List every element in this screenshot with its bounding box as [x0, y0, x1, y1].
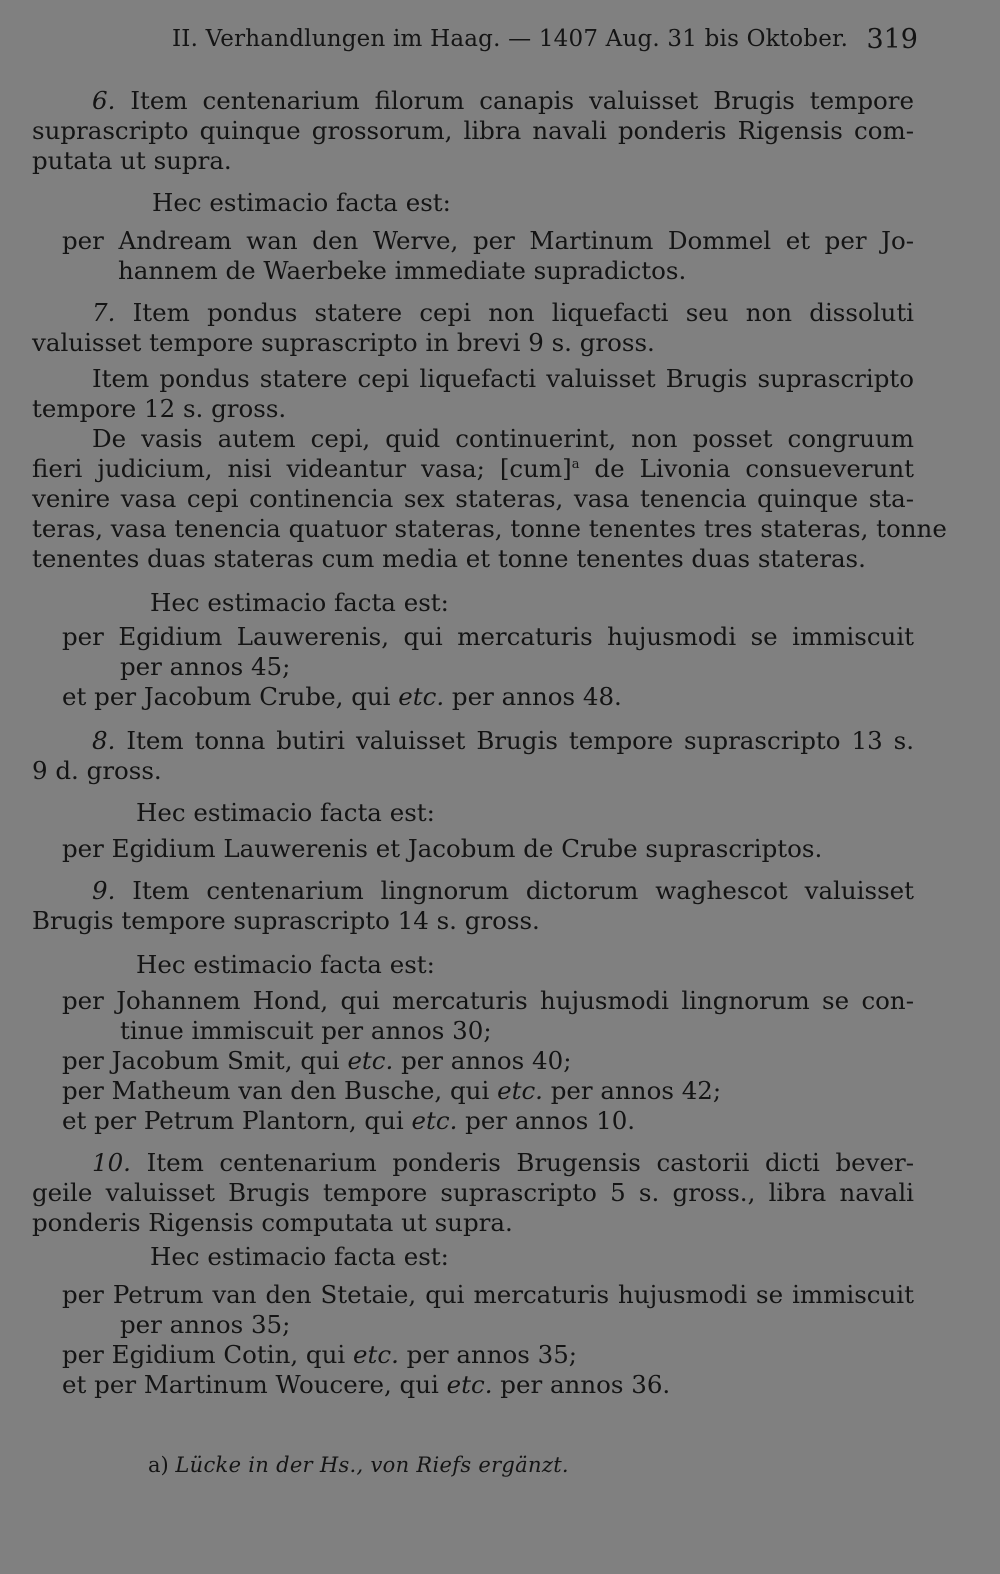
item-7-witness-1: per Egidium Lauwerenis, qui mercaturis hujusmodi se immiscuit [62, 622, 914, 651]
item-number: 6. [92, 86, 116, 115]
item-number: 9. [92, 876, 116, 905]
item-number: 8. [92, 726, 116, 755]
item-10-witness-3: et per Martinum Woucere, qui etc. per annos 36. [62, 1370, 671, 1399]
item-7-line-8: teras, vasa tenencia quatuor stateras, tonne tenentes tres stateras, tonne [32, 514, 947, 543]
item-7-witness-2: et per Jacobum Crube, qui etc. per annos 48. [62, 682, 622, 711]
item-7-line-5: De vasis autem cepi, quid continuerint, non posset congruum [92, 424, 914, 453]
footnote-text: Lücke in der Hs., von Riefs ergänzt. [175, 1453, 569, 1477]
item-9-witness-2: per Jacobum Smit, qui etc. per annos 40; [62, 1046, 572, 1075]
item-10-witness-1-cont: per annos 35; [120, 1310, 291, 1339]
item-9-witness-1: per Johannem Hond, qui mercaturis hujusmodi lingnorum se con- [62, 986, 914, 1015]
item-10-witness-2: per Egidium Cotin, qui etc. per annos 35; [62, 1340, 578, 1369]
item-8-line-2: 9 d. gross. [32, 756, 162, 785]
running-header [0, 24, 1000, 60]
item-7-line-7: venire vasa cepi continencia sex stateras, vasa tenencia quinque sta- [32, 484, 914, 513]
item-10-heading: Hec estimacio facta est: [150, 1242, 449, 1271]
item-7-line-9: tenentes duas stateras cum media et tonne tenentes duas stateras. [32, 544, 866, 573]
footnote-marker: a [571, 457, 580, 472]
item-number: 10. [92, 1148, 131, 1177]
footnote-label: a) [148, 1453, 169, 1477]
item-9-line-2: Brugis tempore suprascripto 14 s. gross. [32, 906, 540, 935]
item-9-witness-1-cont: tinue immiscuit per annos 30; [120, 1016, 492, 1045]
item-7-line-1: 7. Item pondus statere cepi non liquefacti seu non dissoluti [92, 298, 914, 327]
footnote [148, 1450, 569, 1480]
item-10-line-1: 10. Item centenarium ponderis Brugensis castorii dicti bever- [92, 1148, 914, 1177]
page-number: 319 [866, 24, 918, 55]
item-7-witness-1-cont: per annos 45; [120, 652, 291, 681]
item-10-witness-1: per Petrum van den Stetaie, qui mercaturis hujusmodi se immiscuit [62, 1280, 914, 1309]
item-7-heading: Hec estimacio facta est: [150, 588, 449, 617]
item-8-heading: Hec estimacio facta est: [136, 798, 435, 827]
item-9-heading: Hec estimacio facta est: [136, 950, 435, 979]
item-6-line-3: putata ut supra. [32, 146, 232, 175]
item-7-line-4: tempore 12 s. gross. [32, 394, 287, 423]
item-6-witness-1: per Andream wan den Werve, per Martinum Dommel et per Jo- [62, 226, 914, 255]
item-6-heading: Hec estimacio facta est: [152, 188, 451, 217]
item-6-witness-1-cont: hannem de Waerbeke immediate supradictos. [118, 256, 687, 285]
item-10-line-3: ponderis Rigensis computata ut supra. [32, 1208, 513, 1237]
item-9-witness-3: per Matheum van den Busche, qui etc. per annos 42; [62, 1076, 722, 1105]
item-9-witness-4: et per Petrum Plantorn, qui etc. per annos 10. [62, 1106, 636, 1135]
item-7-line-3: Item pondus statere cepi liquefacti valuisset Brugis suprascripto [92, 364, 914, 393]
item-10-line-2: geile valuisset Brugis tempore suprascripto 5 s. gross., libra navali [32, 1178, 914, 1207]
item-6-line-2: suprascripto quinque grossorum, libra navali ponderis Rigensis com- [32, 116, 914, 145]
running-title: II. Verhandlungen im Haag. — 1407 Aug. 31 bis Oktober. [172, 26, 849, 52]
item-7-line-6: fieri judicium, nisi videantur vasa; [cum]$^a$ de Livonia consueverunt [32, 454, 914, 483]
item-8-line-1: 8. Item tonna butiri valuisset Brugis tempore suprascripto 13 s. [92, 726, 914, 755]
item-8-witness-1: per Egidium Lauwerenis et Jacobum de Crube suprascriptos. [62, 834, 823, 863]
item-7-line-2: valuisset tempore suprascripto in brevi 9 s. gross. [32, 328, 655, 357]
item-number: 7. [92, 298, 116, 327]
item-9-line-1: 9. Item centenarium lingnorum dictorum waghescot valuisset [92, 876, 914, 905]
item-6-line-1: 6. Item centenarium filorum canapis valuisset Brugis tempore [92, 86, 914, 115]
